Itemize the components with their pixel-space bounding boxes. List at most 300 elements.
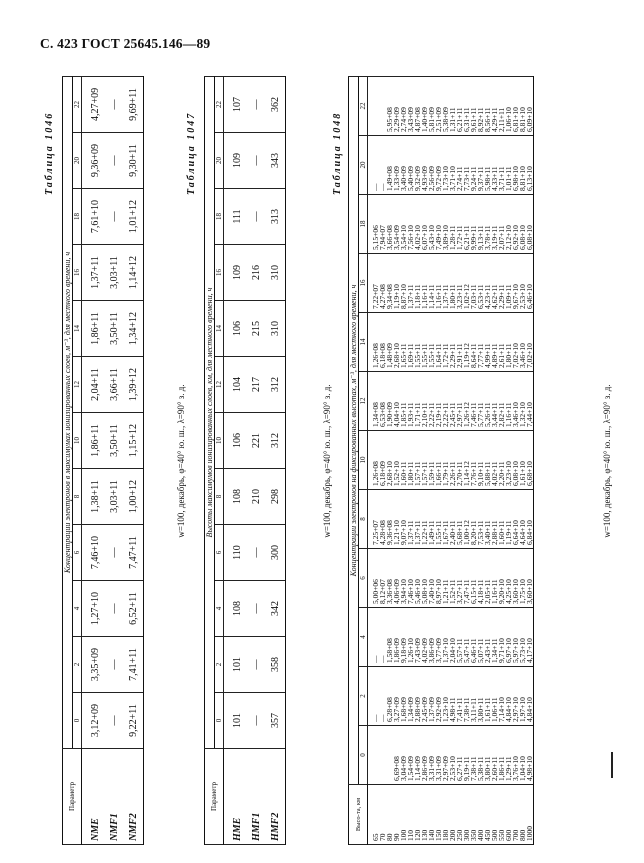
table-cell: 342 — [266, 581, 286, 637]
table-cell: 3,77+09 — [435, 608, 442, 667]
table-cell: 2,12+10 — [505, 195, 512, 254]
table-cell: 7,40+10 — [428, 549, 435, 608]
table-cell: — — [105, 693, 124, 749]
table-cell: 1,61+11 — [484, 667, 491, 726]
table-cell: 1,34+11 — [491, 608, 498, 667]
table-cell: 5,88+11 — [484, 431, 491, 490]
height-cell: 500 — [491, 785, 498, 845]
table-cell: 7,44+10 — [526, 372, 534, 431]
table-cell: 1,72+11 — [456, 195, 463, 254]
table-cell: 4,98+11 — [449, 667, 456, 726]
table-cell: 9,36+09 — [82, 133, 106, 189]
table-cell: 2,97+09 — [442, 726, 449, 785]
table-cell: — — [379, 608, 386, 667]
table-row — [247, 76, 266, 844]
height-cell: 550 — [498, 785, 505, 845]
table-cell: 1,58+08 — [386, 608, 393, 667]
t1-hour-header: 20 — [73, 133, 82, 189]
table-cell: 5,15+06 — [368, 195, 380, 254]
table-cell: 3,71+10 — [449, 136, 456, 195]
table-1047 — [204, 76, 286, 845]
table-cell: 4,64+10 — [519, 490, 526, 549]
table-cell: 1,01+11 — [505, 136, 512, 195]
table-cell: 1,67+11 — [442, 490, 449, 549]
t3-hour-header: 4 — [359, 608, 368, 667]
table-cell: 3,12+09 — [82, 693, 106, 749]
table-cell: 1,69+11 — [407, 313, 414, 372]
table-cell: 108 — [224, 469, 248, 525]
table-cell: 3,27+09 — [393, 667, 400, 726]
table-cell: 4,27+09 — [82, 76, 106, 132]
table-cell: 7,47+11 — [463, 549, 470, 608]
table-cell: 9,37+11 — [477, 136, 484, 195]
table-cell: 2,70+11 — [456, 431, 463, 490]
table-cell: 1,49+11 — [428, 490, 435, 549]
table-cell: — — [368, 136, 380, 195]
table-cell: 9,67+10 — [512, 254, 519, 313]
table-cell: 5,08+10 — [421, 549, 428, 608]
height-cell: 90 — [393, 785, 400, 845]
table-cell: 7,56+10 — [407, 195, 414, 254]
table-cell: 6,98+10 — [512, 136, 519, 195]
table-cell: 1,26+08 — [368, 431, 380, 490]
table-cell: 7,46+10 — [407, 549, 414, 608]
table-cell: 7,38+11 — [463, 667, 470, 726]
table-1046-label: Таблица 1046 — [44, 111, 55, 195]
table-cell: 9,61+11 — [470, 76, 477, 135]
table-cell: 7,41+11 — [456, 667, 463, 726]
t2-hour-header: 14 — [215, 301, 224, 357]
table-cell: 1,97+10 — [519, 667, 526, 726]
table-cell: 2,43+11 — [484, 608, 491, 667]
table-cell: 1,19+12 — [463, 313, 470, 372]
table-cell: 6,97+10 — [505, 608, 512, 667]
table-cell: 9,24+11 — [470, 136, 477, 195]
table-1046 — [62, 76, 144, 845]
table-cell: 7,25+07 — [368, 490, 380, 549]
table-cell: 1,85+11 — [400, 372, 407, 431]
table-cell: — — [247, 189, 266, 245]
table-cell: 2,68+10 — [393, 313, 400, 372]
table-cell: 2,29+11 — [498, 254, 505, 313]
table-cell: 1,86+11 — [82, 413, 106, 469]
table-cell — [379, 726, 386, 785]
table-cell: 3,43+09 — [407, 76, 414, 135]
t3-hour-header: 0 — [359, 726, 368, 785]
table-cell: 1,01+12 — [124, 189, 144, 245]
t2-hour-header: 22 — [215, 76, 224, 132]
table-cell: 8,64+11 — [470, 313, 477, 372]
table-cell: 9,22+11 — [124, 693, 144, 749]
table-cell: 3,46+10 — [519, 313, 526, 372]
table-cell: 1,23+10 — [442, 667, 449, 726]
table-cell: 5,68+11 — [456, 490, 463, 549]
table-cell: — — [105, 133, 124, 189]
t1-hour-header: 22 — [73, 76, 82, 132]
table-cell: 3,46+10 — [512, 372, 519, 431]
table-cell: — — [247, 581, 266, 637]
table-cell: 221 — [247, 413, 266, 469]
table-cell: 6,21+11 — [456, 76, 463, 135]
table-cell: 362 — [266, 76, 286, 132]
table-cell: 4,02+09 — [421, 608, 428, 667]
table-cell: 1,80+11 — [449, 254, 456, 313]
t3-hour-header: 12 — [359, 372, 368, 431]
table-cell: 110 — [224, 525, 248, 581]
table-1048 — [348, 76, 534, 845]
table-cell: 3,11+11 — [470, 667, 477, 726]
table-cell: 1,60+11 — [400, 431, 407, 490]
table-cell: 1,22+11 — [421, 490, 428, 549]
table-cell: 9,30+11 — [124, 133, 144, 189]
table-cell: 1,64+11 — [435, 313, 442, 372]
table-cell: 1,28+11 — [449, 195, 456, 254]
table-cell: 2,88+11 — [491, 490, 498, 549]
table-cell: 6,07+10 — [421, 195, 428, 254]
param-name: HMF2 — [266, 749, 286, 845]
margin-mark — [611, 752, 613, 778]
table-cell: 6,18+09 — [379, 431, 386, 490]
table-cell: 1,39+12 — [124, 357, 144, 413]
table-cell: 3,40+11 — [484, 490, 491, 549]
table-1048-caption: w=100, декабрь, φ=40° ю. ш., λ=90° з. д. — [602, 384, 612, 538]
table-cell: 1,86+09 — [393, 608, 400, 667]
table-cell: 1,37+09 — [428, 667, 435, 726]
table-cell: 300 — [266, 525, 286, 581]
table-cell: 3,44+11 — [491, 372, 498, 431]
t1-hour-header: 0 — [73, 693, 82, 749]
table-cell: 3,76+10 — [512, 726, 519, 785]
table-cell: 4,89+11 — [491, 313, 498, 372]
table-cell: 6,28+08 — [386, 667, 393, 726]
table-cell: — — [105, 525, 124, 581]
table-cell: 217 — [247, 357, 266, 413]
table-cell: 298 — [266, 469, 286, 525]
table-cell: 1,27+10 — [82, 581, 106, 637]
table-cell: 3,31+09 — [428, 726, 435, 785]
table-cell: 5,57+11 — [456, 608, 463, 667]
rotated-tables-area — [40, 65, 618, 845]
table-cell: 1,09+11 — [505, 254, 512, 313]
table-cell: 4,99+11 — [484, 313, 491, 372]
table-cell: 5,40+09 — [407, 136, 414, 195]
table-cell: 4,98+10 — [526, 726, 534, 785]
table-cell: 2,05+11 — [484, 549, 491, 608]
table-cell: 101 — [224, 637, 248, 693]
table-row — [224, 76, 248, 844]
table-1046-span-header: Концентрации электронов в максимумах ионизированных слоев, м⁻³, для местного времени, ч — [63, 76, 73, 748]
table-cell: 8,20+11 — [470, 490, 477, 549]
table-cell: 1,06+11 — [491, 667, 498, 726]
table-cell: 2,20+11 — [498, 431, 505, 490]
table-1047-label: Таблица 1047 — [186, 111, 197, 195]
table-1047-caption: w=100, декабрь, φ=40° ю. ш., λ=90° з. д. — [322, 384, 332, 538]
t1-hour-header: 12 — [73, 357, 82, 413]
table-cell: 1,16+11 — [491, 549, 498, 608]
table-cell: 7,03+11 — [470, 254, 477, 313]
table-cell: 1,21+11 — [442, 549, 449, 608]
table-cell: — — [247, 133, 266, 189]
table-cell: 4,93+09 — [421, 136, 428, 195]
table-cell: 4,87+08 — [414, 76, 421, 135]
table-cell: 4,02+11 — [491, 431, 498, 490]
height-cell: 150 — [435, 785, 442, 845]
table-cell: 6,27+11 — [456, 726, 463, 785]
table-cell: 5,95+08 — [386, 76, 393, 135]
table-cell: 5,00+06 — [368, 549, 380, 608]
table-cell: 6,08+10 — [526, 195, 534, 254]
table-cell: 358 — [266, 637, 286, 693]
table-cell: 1,55+11 — [435, 490, 442, 549]
table-cell: 7,22+07 — [368, 254, 380, 313]
table-cell: 1,04+10 — [519, 726, 526, 785]
table-cell: 4,29+11 — [491, 76, 498, 135]
t3-hour-header: 2 — [359, 667, 368, 726]
table-cell: 7,14+10 — [498, 667, 505, 726]
table-cell: 106 — [224, 413, 248, 469]
table-cell: 9,07+10 — [400, 490, 407, 549]
table-cell: 6,18+08 — [379, 313, 386, 372]
table-cell: 4,18+11 — [477, 549, 484, 608]
t2-hour-header: 4 — [215, 581, 224, 637]
table-cell: 5,38+11 — [477, 726, 484, 785]
t3-hour-header: 20 — [359, 136, 368, 195]
table-cell: 4,84+10 — [505, 667, 512, 726]
table-cell: 2,04+11 — [82, 357, 106, 413]
table-cell: 109 — [224, 245, 248, 301]
table-cell: 6,69+08 — [393, 726, 400, 785]
table-cell: 2,51+09 — [435, 76, 442, 135]
table-cell: 3,80+11 — [484, 726, 491, 785]
table-cell: 3,71+11 — [498, 136, 505, 195]
table-cell: 6,53+08 — [379, 372, 386, 431]
table-cell: 9,36+08 — [386, 490, 393, 549]
table-cell: 1,19+11 — [505, 490, 512, 549]
table-cell: 4,25+10 — [505, 549, 512, 608]
table-cell: — — [247, 637, 266, 693]
table-cell: 5,43+10 — [428, 195, 435, 254]
table-cell — [368, 726, 380, 785]
table-cell: 6,13+10 — [526, 136, 534, 195]
table-cell: 111 — [224, 189, 248, 245]
table-cell: 2,86+09 — [421, 726, 428, 785]
table-cell: 1,26+12 — [463, 372, 470, 431]
table-cell: 7,76+11 — [470, 431, 477, 490]
table-cell: 3,36+08 — [386, 549, 393, 608]
table-1048-label: Таблица 1048 — [332, 111, 343, 195]
table-cell: 4,62+11 — [491, 254, 498, 313]
height-cell: 140 — [428, 785, 435, 845]
table-cell: 7,46+10 — [82, 525, 106, 581]
height-cell: 700 — [512, 785, 519, 845]
table-cell: 2,40+11 — [449, 490, 456, 549]
table-cell: 107 — [224, 76, 248, 132]
table-cell: 2,53+10 — [519, 254, 526, 313]
table-cell: 1,57+11 — [421, 431, 428, 490]
table-cell: 5,97+10 — [512, 608, 519, 667]
table-cell: 3,60+10 — [526, 549, 534, 608]
table-cell: 6,31+11 — [463, 76, 470, 135]
table-cell: 8,12+07 — [379, 549, 386, 608]
table-cell: 2,22+11 — [442, 372, 449, 431]
height-cell: 450 — [484, 785, 491, 845]
param-name: HME — [224, 749, 248, 845]
table-cell: 1,61+10 — [519, 431, 526, 490]
table-cell: 1,86+11 — [82, 301, 106, 357]
table-cell: 1,54+09 — [407, 726, 414, 785]
table-cell: 3,04+09 — [400, 726, 407, 785]
table-cell: 312 — [266, 413, 286, 469]
table-cell: — — [247, 525, 266, 581]
table-cell: 1,14+12 — [463, 431, 470, 490]
table-cell: 8,81+10 — [519, 76, 526, 135]
table-cell: 9,20+10 — [498, 549, 505, 608]
table-cell: 7,61+10 — [82, 189, 106, 245]
table-cell: 7,47+11 — [124, 525, 144, 581]
table-cell: 101 — [224, 693, 248, 749]
table-cell: — — [247, 693, 266, 749]
table-cell: 1,68+09 — [400, 667, 407, 726]
table-cell: 9,19+11 — [463, 726, 470, 785]
table-row — [526, 76, 534, 844]
table-cell: 5,26+11 — [484, 372, 491, 431]
table-cell: 9,10+11 — [477, 431, 484, 490]
table-cell: — — [105, 637, 124, 693]
table-cell: 3,80+11 — [477, 667, 484, 726]
table-cell: 5,47+11 — [463, 608, 470, 667]
table-row — [266, 76, 286, 844]
t2-hour-header: 2 — [215, 637, 224, 693]
table-cell: — — [368, 667, 380, 726]
table-cell: 3,40+09 — [400, 136, 407, 195]
table-cell: — — [368, 608, 380, 667]
table-1047-param-header: Параметр — [205, 749, 224, 845]
t3-hour-header: 22 — [359, 76, 368, 135]
table-cell: 1,34+09 — [407, 667, 414, 726]
table-cell: 2,45+09 — [421, 667, 428, 726]
table-cell: 9,99+11 — [470, 195, 477, 254]
table-cell: 310 — [266, 245, 286, 301]
table-cell: 3,23+11 — [456, 254, 463, 313]
table-cell: 1,55+11 — [414, 313, 421, 372]
table-cell: 1,16+11 — [505, 372, 512, 431]
table-1047-span-header: Высоты максимумов ионизированных слоев, км, для местного времени, ч — [205, 76, 215, 748]
table-row — [105, 76, 124, 844]
table-cell: 1,80+11 — [407, 431, 414, 490]
table-cell: 3,23+10 — [505, 431, 512, 490]
table-cell: 1,14+09 — [414, 726, 421, 785]
height-cell: 130 — [421, 785, 428, 845]
t1-hour-header: 6 — [73, 525, 82, 581]
table-cell: 2,61+11 — [498, 313, 505, 372]
table-cell: 1,72+11 — [442, 313, 449, 372]
table-cell: 6,68+10 — [526, 431, 534, 490]
table-cell: 1,57+11 — [414, 431, 421, 490]
table-1046-param-header: Параметр — [63, 749, 82, 845]
table-cell: 6,52+11 — [124, 581, 144, 637]
table-cell: 1,40+09 — [421, 76, 428, 135]
table-cell: 2,11+11 — [498, 76, 505, 135]
t2-hour-header: 20 — [215, 133, 224, 189]
table-cell: 1,31+11 — [449, 76, 456, 135]
table-cell: 108 — [224, 581, 248, 637]
t3-hour-header: 8 — [359, 490, 368, 549]
table-cell: 3,03+11 — [105, 245, 124, 301]
table-cell: 5,77+11 — [477, 372, 484, 431]
table-cell: 1,48+09 — [386, 313, 393, 372]
table-cell: 6,08+10 — [512, 431, 519, 490]
table-cell: 3,66+08 — [386, 195, 393, 254]
table-cell: 1,90+09 — [386, 372, 393, 431]
table-cell: 1,79+11 — [442, 431, 449, 490]
table-cell: 1,16+11 — [435, 254, 442, 313]
table-cell: 2,82+11 — [498, 372, 505, 431]
table-cell: 2,68+10 — [386, 431, 393, 490]
table-cell: 4,27+08 — [379, 254, 386, 313]
table-cell: 5,07+11 — [477, 608, 484, 667]
table-cell: 6,84+10 — [526, 490, 534, 549]
table-cell: 3,31+09 — [435, 726, 442, 785]
t2-hour-header: 8 — [215, 469, 224, 525]
table-cell: 4,04+10 — [393, 372, 400, 431]
table-cell: 3,94+10 — [400, 549, 407, 608]
table-cell: 1,37+11 — [407, 254, 414, 313]
table-cell: 6,46+11 — [470, 608, 477, 667]
param-name: HMF1 — [247, 749, 266, 845]
table-cell: 2,53+10 — [449, 726, 456, 785]
t1-hour-header: 2 — [73, 637, 82, 693]
table-cell: 2,91+11 — [456, 313, 463, 372]
table-cell: 7,38+11 — [470, 726, 477, 785]
table-cell: 4,23+11 — [484, 254, 491, 313]
table-cell: 2,56+09 — [428, 136, 435, 195]
table-cell: 215 — [247, 301, 266, 357]
table-cell — [368, 76, 380, 135]
t2-hour-header: 18 — [215, 189, 224, 245]
table-cell: 1,49+08 — [386, 136, 393, 195]
t2-hour-header: 6 — [215, 525, 224, 581]
table-cell: 4,33+11 — [491, 136, 498, 195]
height-cell: 110 — [407, 785, 414, 845]
t3-hour-header: 10 — [359, 431, 368, 490]
param-name: NMF2 — [124, 749, 144, 845]
table-cell: 343 — [266, 133, 286, 189]
table-cell: 357 — [266, 693, 286, 749]
table-cell: 2,97+11 — [456, 372, 463, 431]
table-cell: 1,86+11 — [498, 726, 505, 785]
table-cell: 3,03+11 — [105, 469, 124, 525]
table-cell: 2,92+09 — [435, 667, 442, 726]
table-cell: 1,14+11 — [428, 254, 435, 313]
table-cell: 106 — [224, 301, 248, 357]
table-cell: 104 — [224, 357, 248, 413]
table-cell: 4,17+10 — [526, 608, 534, 667]
table-cell: 2,74+11 — [456, 136, 463, 195]
table-cell: 5,81+09 — [428, 76, 435, 135]
table-cell: 1,34+08 — [368, 372, 380, 431]
table-cell: 9,18+09 — [400, 608, 407, 667]
table-1048-height-header: Высо-та, км — [349, 785, 368, 845]
table-cell: 2,04+10 — [449, 608, 456, 667]
table-cell: 3,50+11 — [105, 301, 124, 357]
table-cell: 7,53+11 — [477, 490, 484, 549]
table-cell: 1,59+11 — [428, 431, 435, 490]
table-cell: 3,35+09 — [82, 637, 106, 693]
t3-hour-header: 16 — [359, 254, 368, 313]
table-cell: — — [379, 136, 386, 195]
table-cell: 2,74+09 — [400, 76, 407, 135]
param-name: NMF1 — [105, 749, 124, 845]
